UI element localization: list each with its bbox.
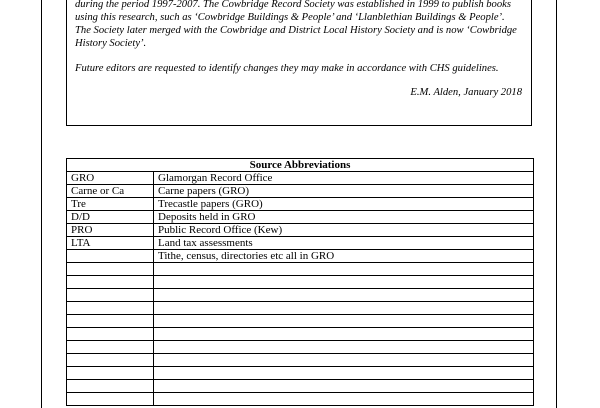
abbreviation-meaning-cell (154, 367, 534, 380)
abbreviation-meaning-cell: Deposits held in GRO (154, 211, 534, 224)
abbreviation-code-cell (67, 289, 154, 302)
abbreviation-code-cell (67, 263, 154, 276)
table-row (67, 289, 534, 302)
table-row (67, 354, 534, 367)
abbreviation-code-cell: LTA (67, 237, 154, 250)
abbreviation-code-cell (67, 276, 154, 289)
abbreviation-code-cell: D/D (67, 211, 154, 224)
abbreviation-meaning-cell (154, 328, 534, 341)
abbreviation-meaning-cell (154, 276, 534, 289)
table-row (67, 263, 534, 276)
abbreviation-meaning-cell (154, 354, 534, 367)
table-row (67, 302, 534, 315)
table-header-row (67, 159, 534, 172)
note-paragraph-editors: Future editors are requested to identify changes they may make in accordance with CHS guidelines. (75, 63, 499, 74)
table-body (67, 172, 534, 406)
table-row (67, 224, 534, 237)
abbreviation-code-cell (67, 380, 154, 393)
table-row (67, 185, 534, 198)
abbreviation-code-cell (67, 367, 154, 380)
abbreviation-meaning-cell (154, 302, 534, 315)
table-row (67, 315, 534, 328)
abbreviation-meaning-cell (154, 341, 534, 354)
abbreviation-meaning-cell (154, 380, 534, 393)
table-row (67, 276, 534, 289)
abbreviation-code-cell (67, 328, 154, 341)
abbreviation-meaning-cell: Tithe, census, directories etc all in GRO (154, 250, 534, 263)
abbreviation-meaning-cell (154, 393, 534, 406)
editorial-note-box (66, 0, 532, 126)
abbreviation-code-cell (67, 250, 154, 263)
table-title: Source Abbreviations (67, 159, 534, 172)
abbreviation-meaning-cell: Carne papers (GRO) (154, 185, 534, 198)
abbreviation-meaning-cell: Land tax assessments (154, 237, 534, 250)
table-row (67, 380, 534, 393)
abbreviation-code-cell (67, 315, 154, 328)
table-row (67, 211, 534, 224)
abbreviation-meaning-cell (154, 315, 534, 328)
abbreviation-code-cell (67, 354, 154, 367)
abbreviation-meaning-cell (154, 289, 534, 302)
abbreviation-meaning-cell: Public Record Office (Kew) (154, 224, 534, 237)
abbreviation-code-cell (67, 393, 154, 406)
source-abbreviations-table (66, 158, 534, 406)
table-row (67, 198, 534, 211)
abbreviation-code-cell: Carne or Ca (67, 185, 154, 198)
table-row (67, 237, 534, 250)
table-row (67, 341, 534, 354)
abbreviation-meaning-cell (154, 263, 534, 276)
abbreviation-meaning-cell: Glamorgan Record Office (154, 172, 534, 185)
abbreviation-meaning-cell: Trecastle papers (GRO) (154, 198, 534, 211)
abbreviation-code-cell: PRO (67, 224, 154, 237)
table-row (67, 172, 534, 185)
table-row (67, 367, 534, 380)
abbreviation-code-cell (67, 341, 154, 354)
table-row (67, 328, 534, 341)
table-row (67, 250, 534, 263)
note-paragraph-history: during the period 1997-2007. The Cowbridge Record Society was established in 1999 to publish books using this research, such as ‘Cowbridge Buildings & People’ and ‘Llanblethian Buildings & People’. The Society later merged with the Cowbridge and District Local History Society and is now ‘Cowbridge History Society’. (75, 0, 517, 49)
table-row (67, 393, 534, 406)
note-signature: E.M. Alden, January 2018 (410, 87, 522, 98)
abbreviation-code-cell: Tre (67, 198, 154, 211)
abbreviation-code-cell: GRO (67, 172, 154, 185)
abbreviation-code-cell (67, 302, 154, 315)
